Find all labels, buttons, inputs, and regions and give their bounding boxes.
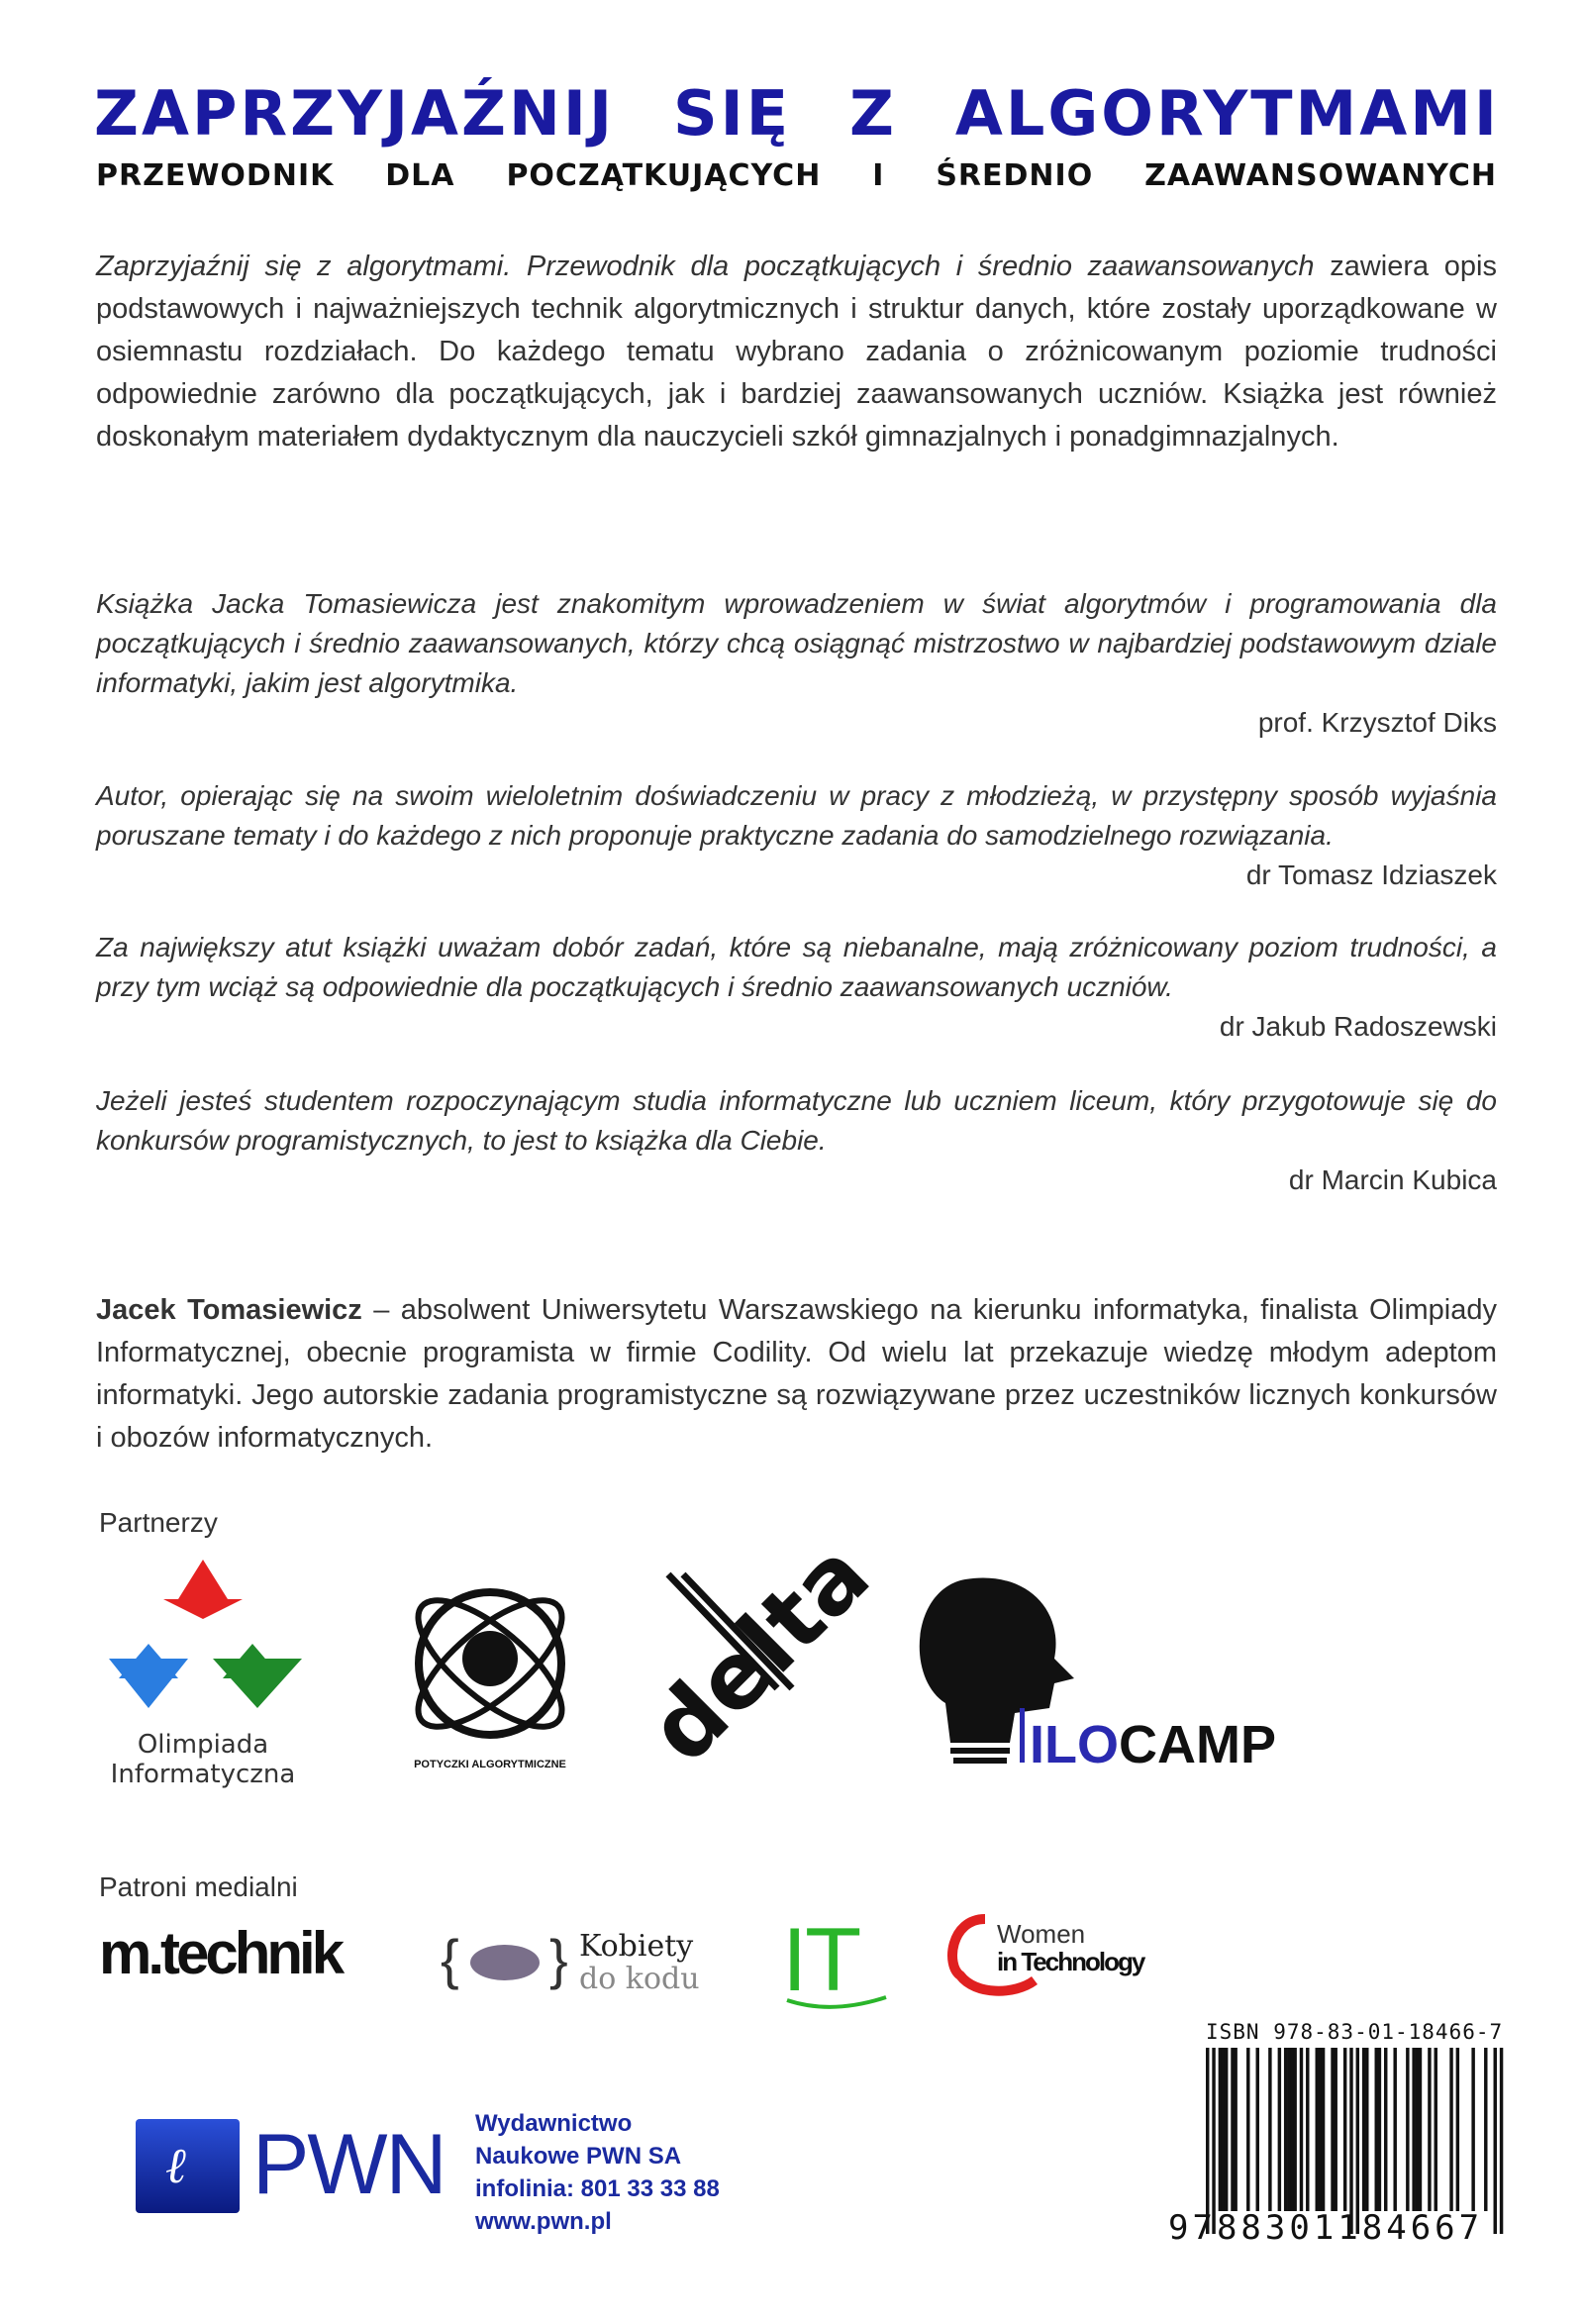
barcode-bar	[1316, 2048, 1319, 2211]
barcode-bar	[1212, 2048, 1215, 2234]
logo-text: delta	[628, 1521, 890, 1783]
book-title: ZAPRZYJAŹNIJ SIĘ Z ALGORYTMAMI	[94, 77, 1500, 150]
logo-text: Informatyczna	[110, 1760, 296, 1789]
barcode-bar	[1219, 2048, 1222, 2211]
barcode-bar	[1246, 2048, 1249, 2211]
logo-text: Kobiety	[579, 1929, 694, 1964]
barcode-bar	[1428, 2048, 1431, 2211]
pwn-emblem: ℓ	[136, 2119, 240, 2213]
author-name: Jacek Tomasiewicz	[96, 1294, 362, 1326]
barcode-bar	[1278, 2048, 1281, 2211]
barcode-bar	[1334, 2048, 1336, 2211]
barcode-bar	[1284, 2048, 1287, 2211]
publisher-name: Wydawnictwo	[475, 2110, 633, 2137]
barcode-bar	[1306, 2048, 1309, 2211]
barcode-bar	[1300, 2048, 1303, 2211]
publisher-website[interactable]: www.pwn.pl	[475, 2208, 612, 2235]
publisher-hotline: infolinia: 801 33 33 88	[475, 2175, 720, 2202]
barcode-bar	[1222, 2048, 1225, 2211]
potyczki-algorytmiczne-logo	[401, 1569, 589, 1777]
women-in-technology-logo	[945, 1911, 1163, 2000]
barcode-bar	[1406, 2048, 1409, 2211]
barcode-bar	[1375, 2048, 1378, 2211]
author-bio	[96, 1289, 1497, 1460]
barcode-bar	[1319, 2048, 1322, 2211]
quote-text: Za największy atut książki uważam dobór zadań, które są niebanalne, mają zróżnicowany poziom trudności, a przy tym wciąż są odpowiednie dla początkujących i średnio zaawansowanych uczniów.	[96, 932, 1497, 1002]
media-patrons-label: Patroni medialni	[99, 1871, 298, 1902]
barcode-bar	[1449, 2048, 1452, 2211]
quote-2	[96, 776, 1497, 895]
logo-text: in Technology	[997, 1947, 1144, 1976]
barcode-bar	[1256, 2048, 1259, 2211]
barcode-bar	[1331, 2048, 1334, 2211]
barcode-bar	[1225, 2048, 1228, 2211]
logo-text: m.technik	[99, 1920, 342, 1986]
barcode-bar	[1435, 2048, 1437, 2211]
delta-logo	[628, 1521, 890, 1783]
barcode-bar	[1494, 2048, 1497, 2234]
logo-text: Olimpiada	[137, 1730, 269, 1760]
barcode-bar	[1356, 2048, 1359, 2234]
quote-author: prof. Krzysztof Diks	[1257, 707, 1497, 738]
barcode-bar	[1362, 2048, 1365, 2211]
barcode-bar	[1268, 2048, 1271, 2211]
barcode-bar	[1349, 2048, 1352, 2234]
logo-text: ILOCAMP	[1030, 1715, 1276, 1774]
quote-author: dr Marcin Kubica	[1288, 1164, 1497, 1195]
barcode-bar	[1416, 2048, 1419, 2211]
kobiety-do-kodu-logo	[441, 1921, 718, 2000]
svg-text:{: {	[441, 1928, 459, 1990]
bio-text: – absolwent Uniwersytetu Warszawskiego na kierunku informatyka, finalista Olimpiady Informatycznej, obecnie programista w firmie Codility. Od wielu lat przekazuje wiedzę młodym adeptom informatyki. Jego autorskie zadania programistyczne są rozwiązywane przez uczestników licznych konkursów i obozów informatycznych.	[96, 1294, 1497, 1454]
barcode-bar	[1290, 2048, 1293, 2211]
logo-text: IT	[782, 1912, 859, 2011]
barcode-bar	[1343, 2048, 1346, 2211]
barcode-bar	[1234, 2048, 1237, 2211]
barcode-bar	[1393, 2048, 1396, 2211]
quote-3	[96, 928, 1497, 1047]
barcode-bar	[1293, 2048, 1296, 2211]
logo-text: Women	[997, 1919, 1086, 1949]
barcode-bar	[1456, 2048, 1459, 2211]
ean-digits: 9788301184667	[1168, 2208, 1484, 2248]
logo-text: do kodu	[579, 1962, 700, 1996]
description-text: zawiera opis podstawowych i najważniejszych technik algorytmicznych i struktur danych, które zostały uporządkowane w osiemnastu rozdziałach. Do każdego tematu wybrano zadania o zróżnicowanym poziomie trudności odpowiednie zarówno dla początkujących, jak i bardziej zaawansowanych uczniów. Książka jest również doskonałym materiałem dydaktycznym dla nauczycieli szkół gimnazjalnych i ponadgimnazjalnych.	[96, 251, 1497, 453]
barcode-bar	[1365, 2048, 1368, 2211]
publisher-name-2: Naukowe PWN SA	[475, 2143, 682, 2170]
book-subtitle: PRZEWODNIK DLA POCZĄTKUJĄCYCH I ŚREDNIO ZAAWANSOWANYCH	[96, 158, 1497, 193]
barcode-bar	[1287, 2048, 1290, 2211]
barcode-bar	[1322, 2048, 1325, 2211]
barcode-bar	[1378, 2048, 1381, 2211]
barcode-bar	[1384, 2048, 1387, 2211]
description	[96, 246, 1497, 458]
barcode-bar	[1206, 2048, 1209, 2234]
description-title: Zaprzyjaźnij się z algorytmami. Przewodnik dla początkujących i średnio zaawansowanych	[96, 251, 1315, 282]
olimpiada-informatyczna-logo	[104, 1550, 312, 1797]
ilocamp-logo	[906, 1569, 1276, 1777]
mlody-technik-logo	[99, 1916, 376, 1995]
quote-text: Autor, opierając się na swoim wieloletnim doświadczeniu w pracy z młodzieżą, w przystępny sposób wyjaśnia poruszane tematy i do każdego z nich proponuje praktyczne zadania do samodzielnego rozwiązania.	[96, 780, 1497, 851]
quote-text: Jeżeli jesteś studentem rozpoczynającym studia informatyczne lub uczniem liceum, który przygotowuje się do konkursów programistycznych, to jest to książka dla Ciebie.	[96, 1085, 1497, 1156]
publisher-info	[475, 2107, 720, 2238]
quote-author: dr Jakub Radoszewski	[1219, 1011, 1497, 1042]
barcode-bar	[1471, 2048, 1474, 2211]
quote-text: Książka Jacka Tomasiewicza jest znakomitym wprowadzeniem w świat algorytmów i programowania dla początkujących i średnio zaawansowanych, którzy chcą osiągnąć mistrzostwo w najbardziej podstawowym dziale informatyki, jakim jest algorytmika.	[96, 588, 1497, 698]
logo-text: POTYCZKI ALGORYTMICZNE	[414, 1759, 566, 1770]
partners-label: Partnerzy	[99, 1507, 218, 1538]
barcode-bar	[1484, 2048, 1487, 2211]
barcode-bar	[1500, 2048, 1503, 2234]
quote-4	[96, 1081, 1497, 1200]
svg-text:}: }	[549, 1928, 568, 1990]
barcode-bar	[1419, 2048, 1422, 2211]
isbn-text: ISBN 978-83-01-18466-7	[1206, 2020, 1504, 2044]
barcode-bar	[1231, 2048, 1234, 2211]
quote-author: dr Tomasz Idziaszek	[1245, 859, 1497, 890]
barcode-bar	[1412, 2048, 1415, 2211]
it-logo	[777, 1906, 896, 2015]
quote-1	[96, 584, 1497, 743]
pwn-logo-text: PWN	[252, 2117, 446, 2212]
